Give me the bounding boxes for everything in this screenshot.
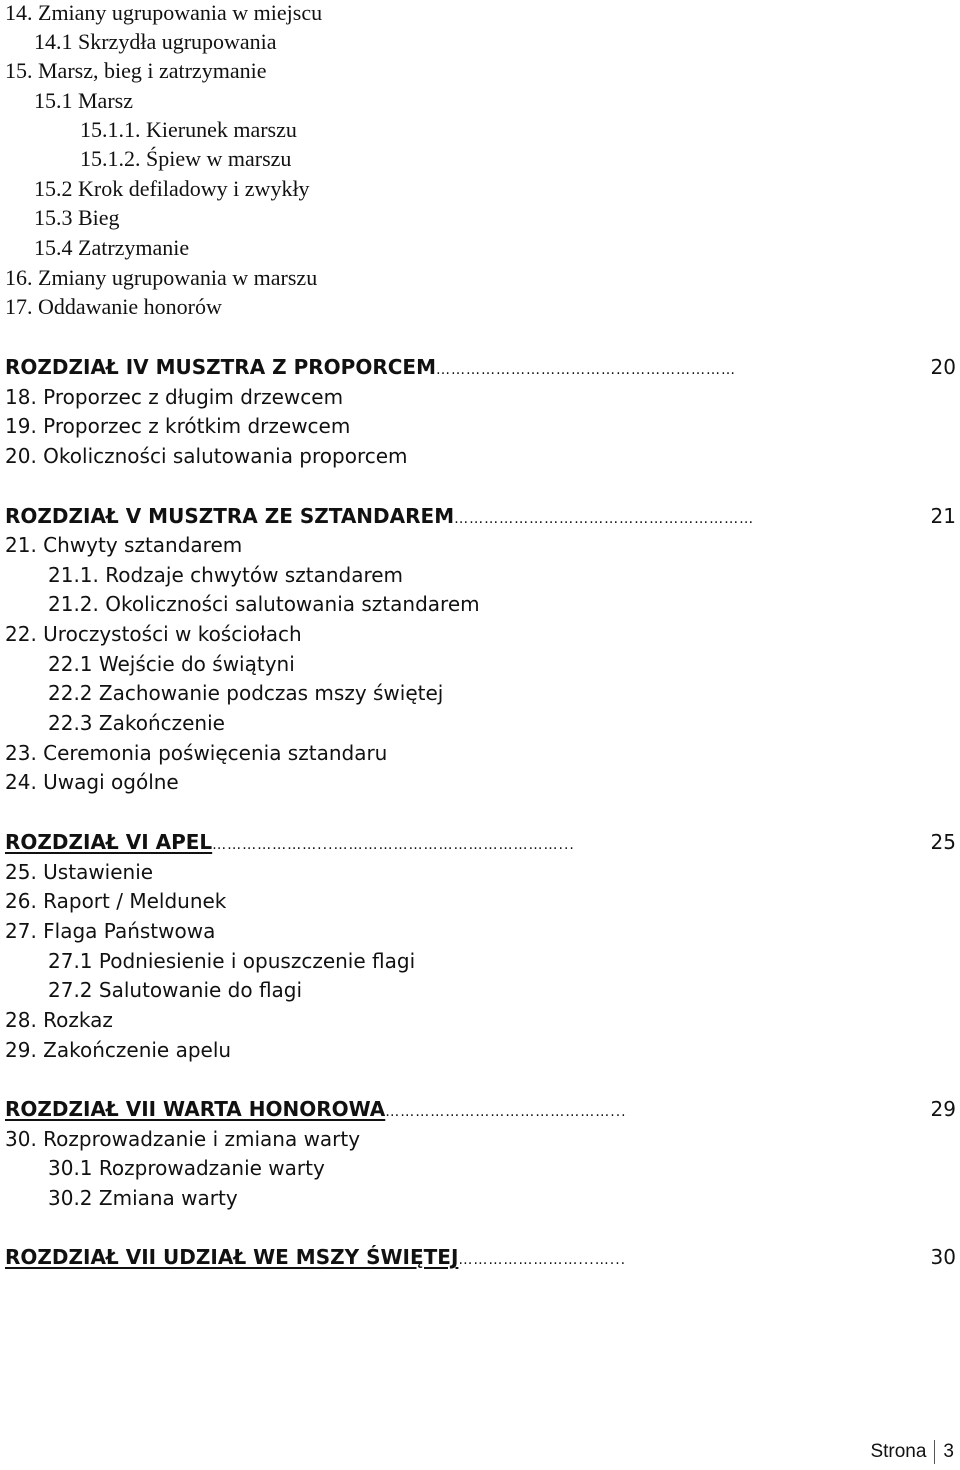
toc-chapter[interactable] <box>5 827 960 860</box>
toc-subsection[interactable]: 15.1.2. Śpiew w marszu <box>80 146 292 171</box>
toc-chapter[interactable] <box>5 352 960 385</box>
leader-dots: …………………...………………………………………... <box>212 837 575 853</box>
toc-section[interactable]: 18. Proporzec z długim drzewcem <box>5 385 344 409</box>
chapter-title: ROZDZIAŁ VII WARTA HONOROWA <box>5 1097 386 1121</box>
toc-section[interactable]: 29. Zakończenie apelu <box>5 1038 232 1062</box>
footer-separator <box>934 1440 935 1464</box>
toc-section[interactable]: 20. Okoliczności salutowania proporcem <box>5 444 408 468</box>
toc-subsection[interactable]: 27.2 Salutowanie do flagi <box>48 978 303 1002</box>
toc-subsection[interactable]: 15.4 Zatrzymanie <box>34 235 190 260</box>
chapter-page-number: 25 <box>930 830 956 854</box>
toc-section[interactable]: 25. Ustawienie <box>5 860 154 884</box>
toc-subsection[interactable]: 30.2 Zmiana warty <box>48 1186 238 1210</box>
toc-chapter[interactable] <box>5 1242 960 1275</box>
leader-dots: …………………………………………………… <box>454 511 755 527</box>
chapter-title: ROZDZIAŁ VI APEL <box>5 830 213 854</box>
toc-chapter[interactable] <box>5 1094 960 1127</box>
chapter-page-number: 20 <box>930 355 956 379</box>
toc-subsection[interactable]: 14.1 Skrzydła ugrupowania <box>34 29 277 54</box>
chapter-title: ROZDZIAŁ IV MUSZTRA Z PROPORCEM <box>5 355 436 379</box>
toc-subsection[interactable]: 22.2 Zachowanie podczas mszy świętej <box>48 681 444 705</box>
footer-label: Strona <box>870 1441 927 1462</box>
chapter-page-number: 29 <box>930 1097 956 1121</box>
chapter-page-number: 30 <box>930 1245 956 1269</box>
toc-section[interactable]: 19. Proporzec z krótkim drzewcem <box>5 414 351 438</box>
toc-subsection[interactable]: 15.3 Bieg <box>34 205 120 230</box>
chapter-title: ROZDZIAŁ V MUSZTRA ZE SZTANDAREM <box>5 504 455 528</box>
toc-subsection[interactable]: 15.1.1. Kierunek marszu <box>80 117 297 142</box>
leader-dots: …………………………………………………… <box>435 362 736 378</box>
toc-section[interactable]: 28. Rozkaz <box>5 1008 113 1032</box>
toc-section[interactable]: 30. Rozprowadzanie i zmiana warty <box>5 1127 361 1151</box>
toc-section[interactable]: 15. Marsz, bieg i zatrzymanie <box>5 58 267 83</box>
toc-subsection[interactable]: 15.1 Marsz <box>34 88 133 113</box>
toc-subsection[interactable]: 22.3 Zakończenie <box>48 711 225 735</box>
toc-section[interactable]: 26. Raport / Meldunek <box>5 889 227 913</box>
toc-section[interactable]: 22. Uroczystości w kościołach <box>5 622 302 646</box>
toc-subsection[interactable]: 27.1 Podniesienie i opuszczenie flagi <box>48 949 416 973</box>
leader-dots: ……………………...…... <box>458 1252 627 1268</box>
toc-section[interactable]: 27. Flaga Państwowa <box>5 919 216 943</box>
toc-section[interactable]: 23. Ceremonia poświęcenia sztandaru <box>5 741 388 765</box>
page-number: 3 <box>943 1441 954 1462</box>
chapter-title: ROZDZIAŁ VII UDZIAŁ WE MSZY ŚWIĘTEJ <box>5 1245 459 1269</box>
toc-subsection[interactable]: 22.1 Wejście do świątyni <box>48 652 295 676</box>
toc-section[interactable]: 21. Chwyty sztandarem <box>5 533 243 557</box>
chapter-page-number: 21 <box>930 504 956 528</box>
toc-subsection[interactable]: 30.1 Rozprowadzanie warty <box>48 1156 325 1180</box>
toc-section[interactable]: 14. Zmiany ugrupowania w miejscu <box>5 0 323 25</box>
page-footer <box>870 1440 954 1464</box>
toc-subsection[interactable]: 21.2. Okoliczności salutowania sztandarem <box>48 592 480 616</box>
toc-subsection[interactable]: 21.1. Rodzaje chwytów sztandarem <box>48 563 404 587</box>
toc-section[interactable]: 16. Zmiany ugrupowania w marszu <box>5 265 318 290</box>
toc-subsection[interactable]: 15.2 Krok defiladowy i zwykły <box>34 176 310 201</box>
toc-section[interactable]: 17. Oddawanie honorów <box>5 294 222 319</box>
toc-section[interactable]: 24. Uwagi ogólne <box>5 770 179 794</box>
leader-dots: ………………………………………... <box>385 1104 627 1120</box>
